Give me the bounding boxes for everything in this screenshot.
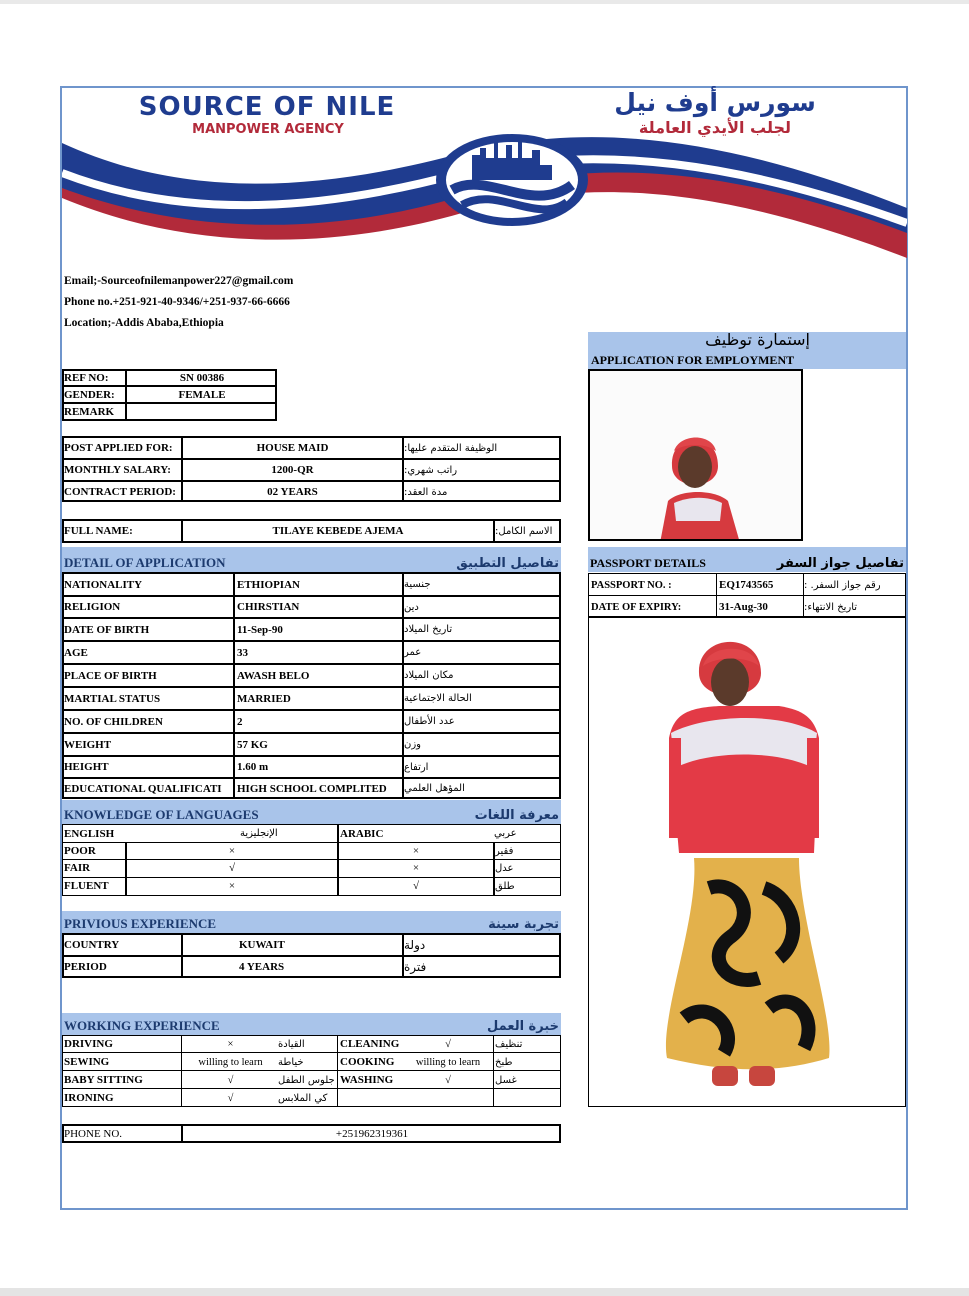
detail-label-ar: عمر bbox=[404, 647, 422, 658]
country-label-ar: دولة bbox=[404, 938, 426, 952]
arabic-level-mark: × bbox=[412, 845, 420, 857]
post-label: POST APPLIED FOR: bbox=[64, 442, 173, 454]
work-skill-label: WASHING bbox=[340, 1074, 394, 1086]
work-skill-label-ar: غسل bbox=[495, 1074, 517, 1086]
detail-label-ar: جنسية bbox=[404, 579, 431, 590]
agency-name-ar: سورس أوف نيل bbox=[614, 88, 816, 117]
language-level-label: POOR bbox=[64, 845, 96, 857]
work-skill-label: CLEANING bbox=[340, 1038, 400, 1050]
work-skill-value: willing to learn bbox=[198, 1056, 263, 1068]
work-skill-label-ar: خياطة bbox=[278, 1056, 304, 1068]
work-row-line bbox=[62, 1052, 561, 1053]
post-label-ar: الوظيفة المتقدم عليها: bbox=[404, 442, 498, 454]
work-skill-label: IRONING bbox=[64, 1092, 114, 1104]
work-skill-label-ar bbox=[495, 1090, 561, 1106]
work-col-line bbox=[181, 1035, 182, 1107]
detail-label: MARTIAL STATUS bbox=[64, 692, 161, 705]
work-skill-value: willing to learn bbox=[415, 1056, 481, 1068]
detail-value: AWASH BELO bbox=[237, 669, 310, 682]
remark-label: REMARK bbox=[64, 405, 115, 418]
language-level-label: FLUENT bbox=[64, 880, 109, 892]
passport-no-label: PASSPORT NO. : bbox=[591, 579, 672, 591]
application-title-block bbox=[588, 332, 906, 369]
language-level-label-ar: طلق bbox=[495, 880, 515, 892]
work-row-line bbox=[62, 1088, 561, 1089]
detail-value: MARRIED bbox=[237, 692, 291, 705]
work-skill-label-ar: القيادة bbox=[278, 1038, 305, 1050]
detail-label: AGE bbox=[64, 646, 88, 659]
post-value: HOUSE MAID bbox=[256, 442, 329, 454]
detail-label: EDUCATIONAL QUALIFICATI bbox=[64, 782, 222, 795]
language-level-label-ar: عدل bbox=[495, 862, 514, 874]
bottom-border-strip bbox=[0, 1288, 969, 1296]
detail-label: DATE OF BIRTH bbox=[64, 623, 150, 636]
contact-email: Email;-Sourceofnilemanpower227@gmail.com bbox=[64, 275, 294, 287]
detail-label-ar: المؤهل العلمي bbox=[404, 783, 465, 794]
detail-value: 1.60 m bbox=[237, 761, 269, 773]
languages-title: KNOWLEDGE OF LANGUAGES bbox=[64, 807, 259, 822]
english-label: ENGLISH bbox=[64, 827, 115, 840]
detail-value: CHIRSTIAN bbox=[237, 601, 300, 613]
phone-label: PHONE NO. bbox=[64, 1127, 123, 1140]
gender-value: FEMALE bbox=[178, 388, 226, 401]
details-header bbox=[62, 547, 561, 572]
languages-header bbox=[62, 800, 561, 824]
work-skill-value: √ bbox=[227, 1074, 234, 1086]
top-border-strip bbox=[0, 0, 969, 4]
work-skill-value: √ bbox=[227, 1092, 234, 1104]
agency-subtitle-ar: لجلب الأيدي العاملة bbox=[638, 118, 792, 137]
salary-label-ar: راتب شهري: bbox=[404, 464, 458, 476]
passport-header bbox=[588, 547, 906, 572]
detail-label: NATIONALITY bbox=[64, 578, 143, 591]
work-skill-label bbox=[338, 1090, 403, 1106]
full-name-label: FULL NAME: bbox=[64, 525, 133, 537]
details-title-ar: تفاصيل التطبيق bbox=[456, 556, 559, 571]
details-title: DETAIL OF APPLICATION bbox=[64, 555, 226, 570]
work-skill-label-ar: جلوس الطفل bbox=[278, 1074, 335, 1086]
passport-title-ar: تفاصيل جواز السفر bbox=[776, 556, 904, 571]
salary-label: MONTHLY SALARY: bbox=[64, 464, 171, 476]
detail-label-ar: تاريخ الميلاد bbox=[404, 624, 453, 635]
ref-value: SN 00386 bbox=[179, 371, 225, 384]
contact-location: Location;-Addis Ababa,Ethiopia bbox=[64, 317, 224, 329]
passport-no-value: EQ1743565 bbox=[719, 579, 774, 591]
expiry-label-ar: تاريخ الانتهاء: bbox=[804, 601, 858, 613]
salary-value: 1200-QR bbox=[271, 464, 314, 476]
arabic-label-ar: عربي bbox=[494, 828, 517, 839]
detail-value: 33 bbox=[237, 646, 248, 659]
working-title: WORKING EXPERIENCE bbox=[64, 1018, 220, 1033]
logo-emblem-icon bbox=[432, 120, 592, 230]
period-value: 4 YEARS bbox=[239, 961, 285, 973]
arabic-label: ARABIC bbox=[340, 827, 384, 840]
working-header bbox=[62, 1013, 561, 1035]
full-name-value: TILAYE KEBEDE AJEMA bbox=[272, 525, 404, 537]
languages-title-ar: معرفة اللغات bbox=[474, 808, 559, 823]
english-level-mark: √ bbox=[228, 862, 236, 874]
phone-value: +251962319361 bbox=[335, 1127, 409, 1140]
contract-label-ar: مدة العقد: bbox=[404, 486, 448, 498]
detail-label-ar: مكان الميلاد bbox=[404, 670, 454, 681]
work-skill-value bbox=[403, 1090, 493, 1106]
contract-label: CONTRACT PERIOD: bbox=[64, 486, 176, 498]
working-title-ar: خبرة العمل bbox=[487, 1019, 559, 1034]
passport-title: PASSPORT DETAILS bbox=[590, 556, 706, 570]
application-title-en: APPLICATION FOR EMPLOYMENT bbox=[591, 353, 795, 367]
expiry-value: 31-Aug-30 bbox=[719, 601, 768, 613]
remark-value bbox=[127, 404, 277, 419]
work-skill-label: SEWING bbox=[64, 1056, 110, 1068]
work-skill-value: √ bbox=[445, 1074, 451, 1086]
detail-label-ar: دين bbox=[404, 601, 419, 613]
full-name-label-ar: الاسم الكامل: bbox=[495, 525, 553, 537]
work-row-line bbox=[62, 1070, 561, 1071]
contact-phone: Phone no.+251-921-40-9346/+251-937-66-6666 bbox=[64, 296, 290, 308]
previous-header bbox=[62, 911, 561, 933]
detail-label-ar: ارتفاع bbox=[404, 761, 429, 773]
language-level-label-ar: فقير bbox=[495, 845, 514, 857]
work-skill-value: × bbox=[227, 1038, 234, 1050]
detail-label: HEIGHT bbox=[64, 761, 109, 773]
work-skill-label-ar: تنظيف bbox=[495, 1038, 523, 1050]
agency-subtitle-en: MANPOWER AGENCY bbox=[192, 122, 344, 137]
period-label: PERIOD bbox=[64, 961, 107, 973]
headshot-photo bbox=[588, 369, 803, 541]
work-skill-value: √ bbox=[445, 1038, 451, 1050]
detail-value: 57 KG bbox=[237, 738, 268, 751]
detail-label: PLACE OF BIRTH bbox=[64, 669, 157, 682]
english-level-mark: × bbox=[228, 880, 236, 892]
period-label-ar: فترة bbox=[404, 960, 427, 974]
detail-label-ar: وزن bbox=[404, 739, 422, 750]
country-label: COUNTRY bbox=[64, 939, 120, 951]
contract-value: 02 YEARS bbox=[267, 486, 318, 498]
previous-title-ar: تجربة سينة bbox=[488, 917, 559, 932]
arabic-level-mark: × bbox=[412, 862, 420, 874]
ref-label: REF NO: bbox=[64, 371, 109, 384]
detail-label: NO. OF CHILDREN bbox=[64, 715, 163, 728]
detail-value: 2 bbox=[237, 715, 243, 728]
work-col-line bbox=[493, 1035, 494, 1107]
detail-value: HIGH SCHOOL COMPLITED bbox=[237, 782, 387, 795]
work-skill-label: COOKING bbox=[340, 1056, 395, 1068]
detail-label-ar: الحالة الاجتماعية bbox=[404, 693, 472, 704]
passport-no-label-ar: رقم جواز السفر. : bbox=[804, 579, 881, 591]
detail-label: WEIGHT bbox=[64, 738, 112, 751]
previous-title: PRIVIOUS EXPERIENCE bbox=[64, 916, 217, 931]
english-level-mark: × bbox=[228, 845, 236, 857]
detail-label: RELIGION bbox=[64, 601, 121, 613]
work-skill-label: BABY SITTING bbox=[64, 1074, 143, 1086]
full-body-photo bbox=[588, 617, 906, 1107]
detail-value: ETHIOPIAN bbox=[237, 578, 300, 591]
detail-value: 11-Sep-90 bbox=[237, 623, 283, 636]
language-level-label: FAIR bbox=[64, 862, 91, 874]
work-skill-label-ar: كي الملابس bbox=[278, 1092, 328, 1104]
work-skill-label-ar: طبخ bbox=[495, 1056, 513, 1068]
agency-name-en: SOURCE OF NILE bbox=[138, 92, 396, 122]
country-value: KUWAIT bbox=[239, 939, 285, 951]
application-title-ar: إستمارة توظيف bbox=[705, 330, 810, 349]
expiry-label: DATE OF EXPIRY: bbox=[591, 601, 682, 613]
gender-label: GENDER: bbox=[64, 388, 115, 401]
work-skill-label: DRIVING bbox=[64, 1038, 113, 1050]
arabic-level-mark: √ bbox=[412, 880, 420, 892]
detail-label-ar: عدد الأطفال bbox=[404, 716, 455, 727]
english-label-ar: الإنجليزية bbox=[240, 828, 278, 839]
